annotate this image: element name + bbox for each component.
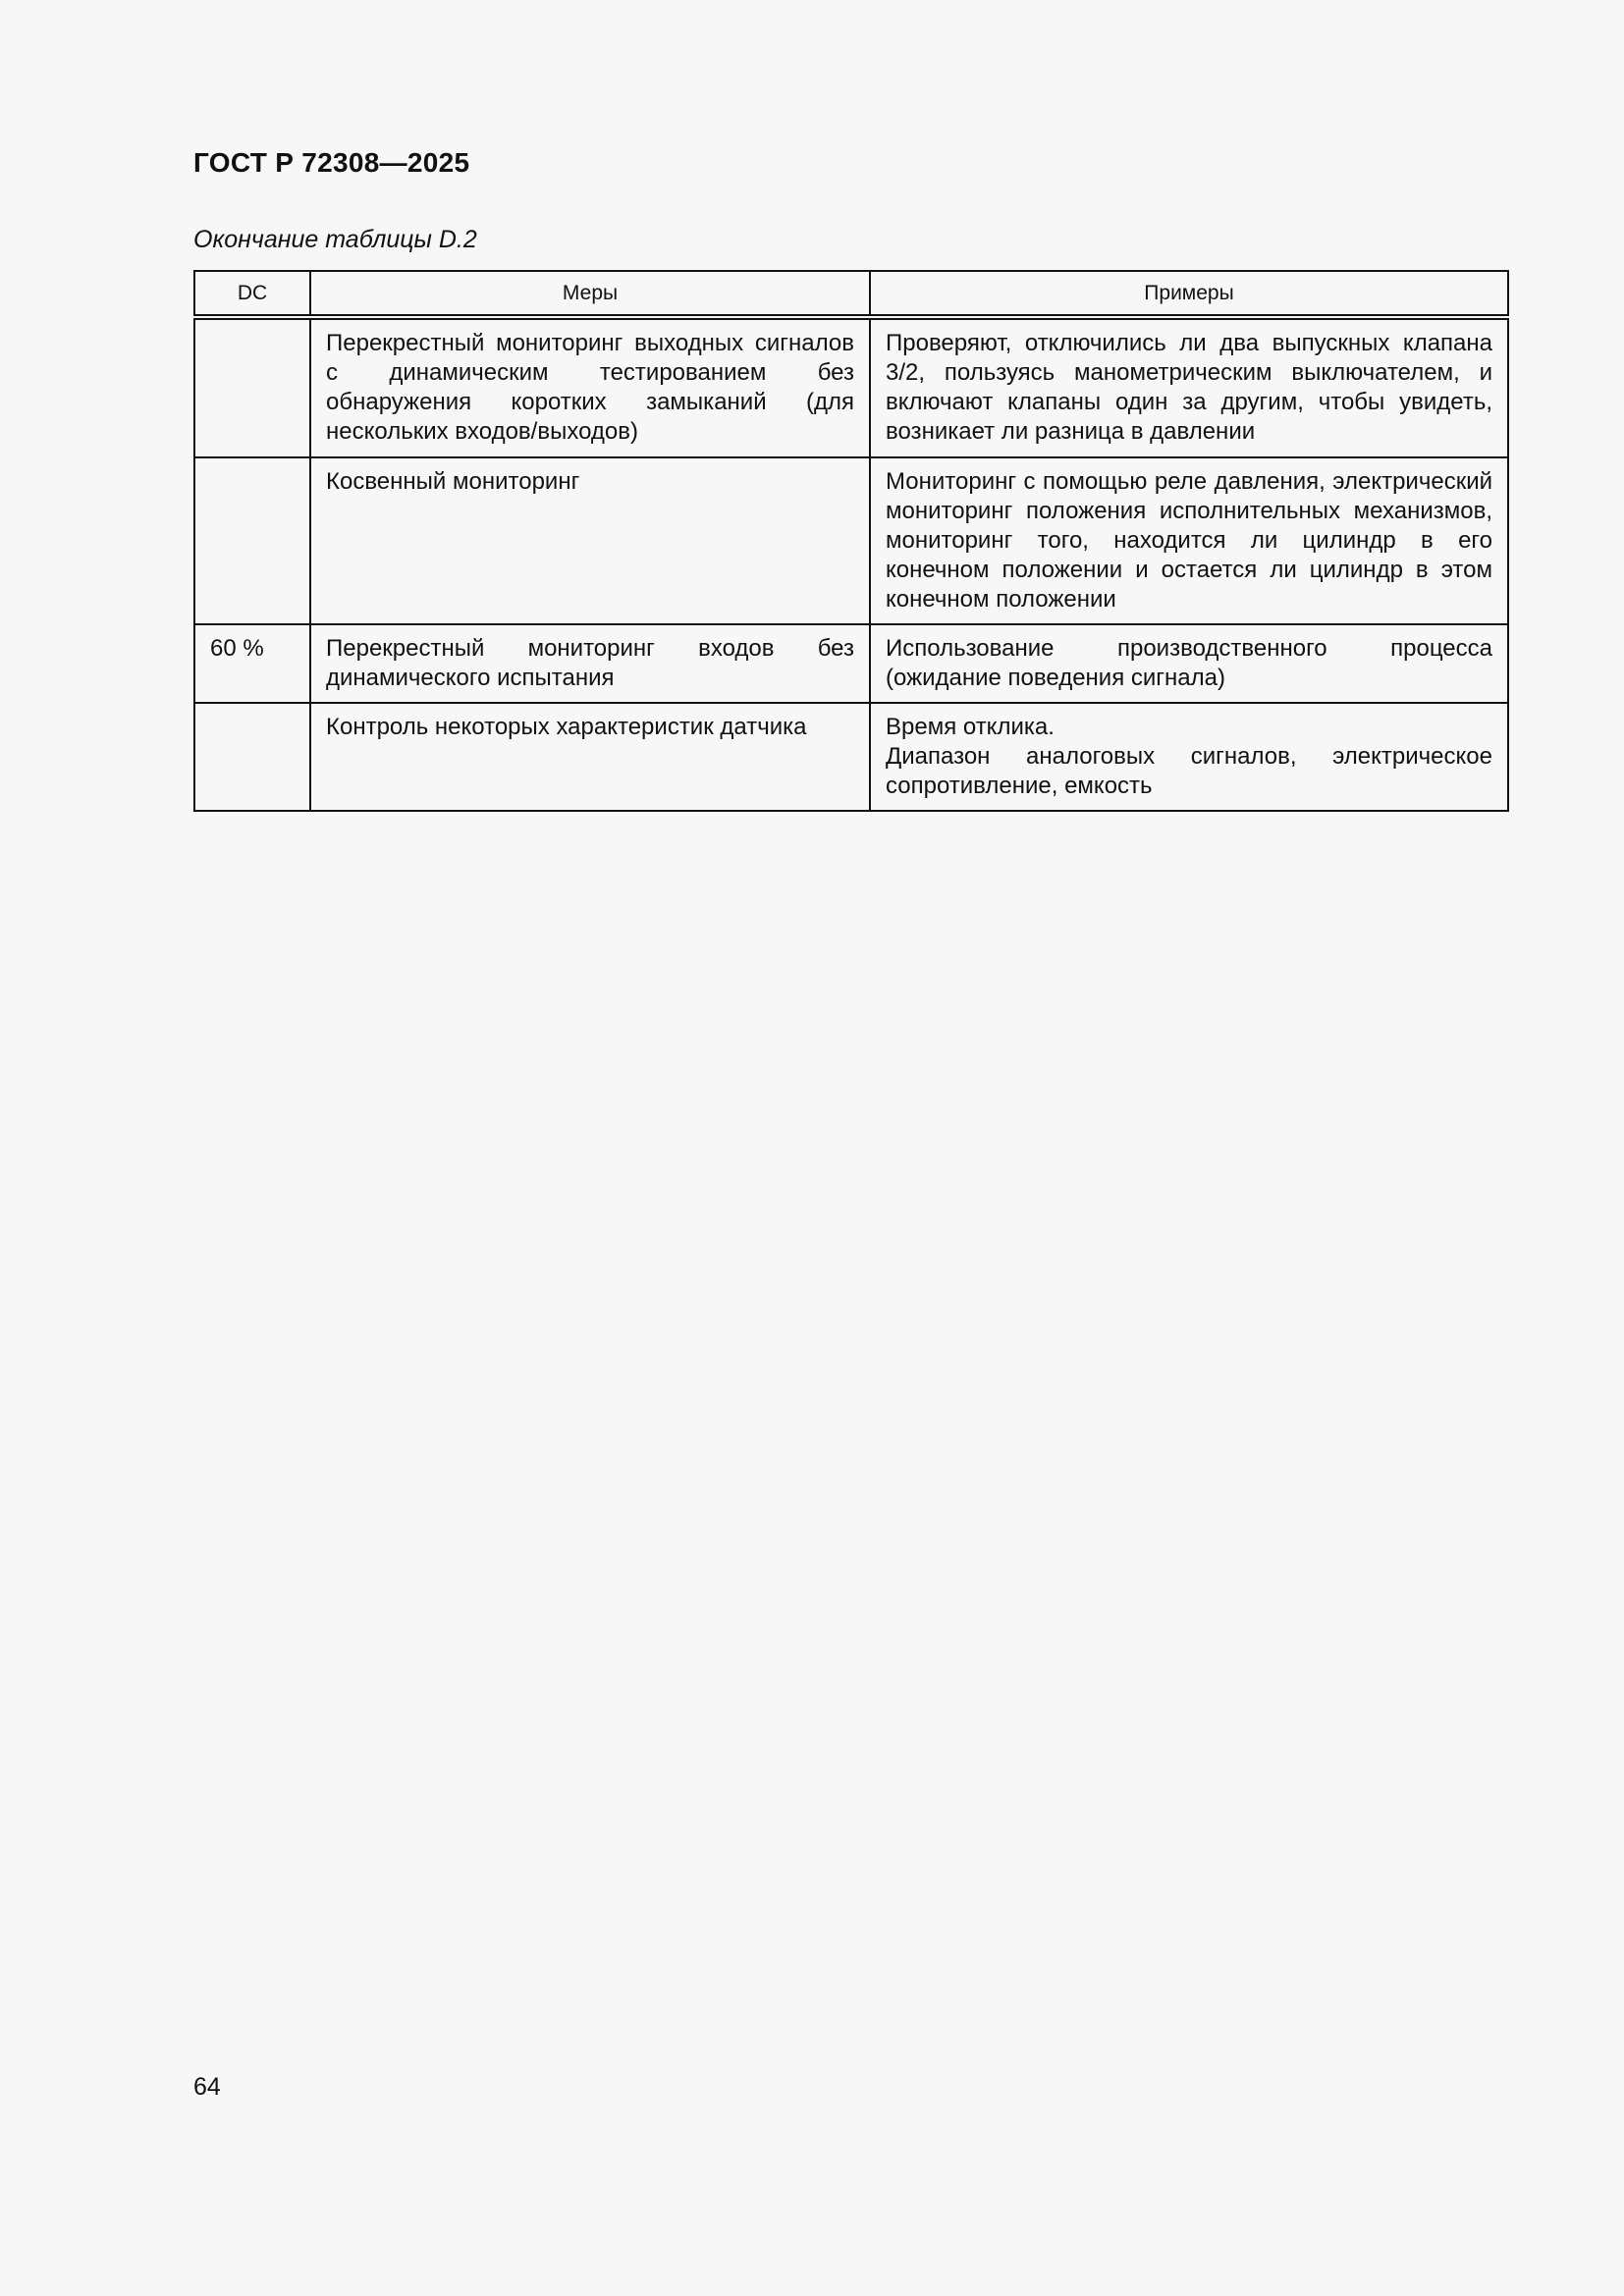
table-caption: Окончание таблицы D.2: [193, 226, 477, 253]
page-number: 64: [193, 2073, 221, 2101]
example-text: Использование производственного процесса (ожидание поведения сигнала): [886, 635, 1492, 691]
header-row: [194, 271, 1508, 317]
example-text: Время отклика.: [886, 714, 1055, 740]
dc-cell: [194, 703, 310, 811]
measure-cell: Контроль некоторых характеристик датчика: [310, 703, 870, 811]
example-cell: [870, 624, 1508, 703]
example-text: Диапазон аналоговых сигналов, электрическое сопротивление, емкость: [886, 743, 1492, 799]
table-row: [194, 457, 1508, 624]
table-row: [194, 703, 1508, 811]
example-cell: [870, 703, 1508, 811]
dc-cell: [194, 317, 310, 457]
table-row: [194, 624, 1508, 703]
measure-cell: Косвенный мониторинг: [310, 457, 870, 624]
dc-cell: 60 %: [194, 624, 310, 703]
measure-cell: Перекрестный мониторинг выходных сигналов с динамическим тестированием без обнаружения коротких замыканий (для нескольких входов/выходов): [310, 317, 870, 457]
column-header-dc: DC: [194, 271, 310, 317]
example-text: Проверяют, отключились ли два выпускных клапана 3/2, пользуясь манометрическим выключателем, и включают клапаны один за другим, чтобы увидеть, возникает ли разница в давлении: [886, 330, 1492, 445]
example-text: Мониторинг с помощью реле давления, электрический мониторинг положения исполнительных механизмов, мониторинг того, находится ли цилиндр в его конечном положении и остается ли цилиндр в этом конечном положении: [886, 468, 1492, 613]
dc-cell: [194, 457, 310, 624]
column-header-examples: Примеры: [870, 271, 1508, 317]
table-body: [194, 317, 1508, 811]
table-row: [194, 317, 1508, 457]
table-header: [194, 271, 1508, 317]
measure-cell: Перекрестный мониторинг входов без динамического испытания: [310, 624, 870, 703]
document-header: ГОСТ Р 72308—2025: [193, 147, 470, 178]
example-cell: [870, 457, 1508, 624]
column-header-measures: Меры: [310, 271, 870, 317]
measures-table: [193, 270, 1509, 812]
example-cell: [870, 317, 1508, 457]
